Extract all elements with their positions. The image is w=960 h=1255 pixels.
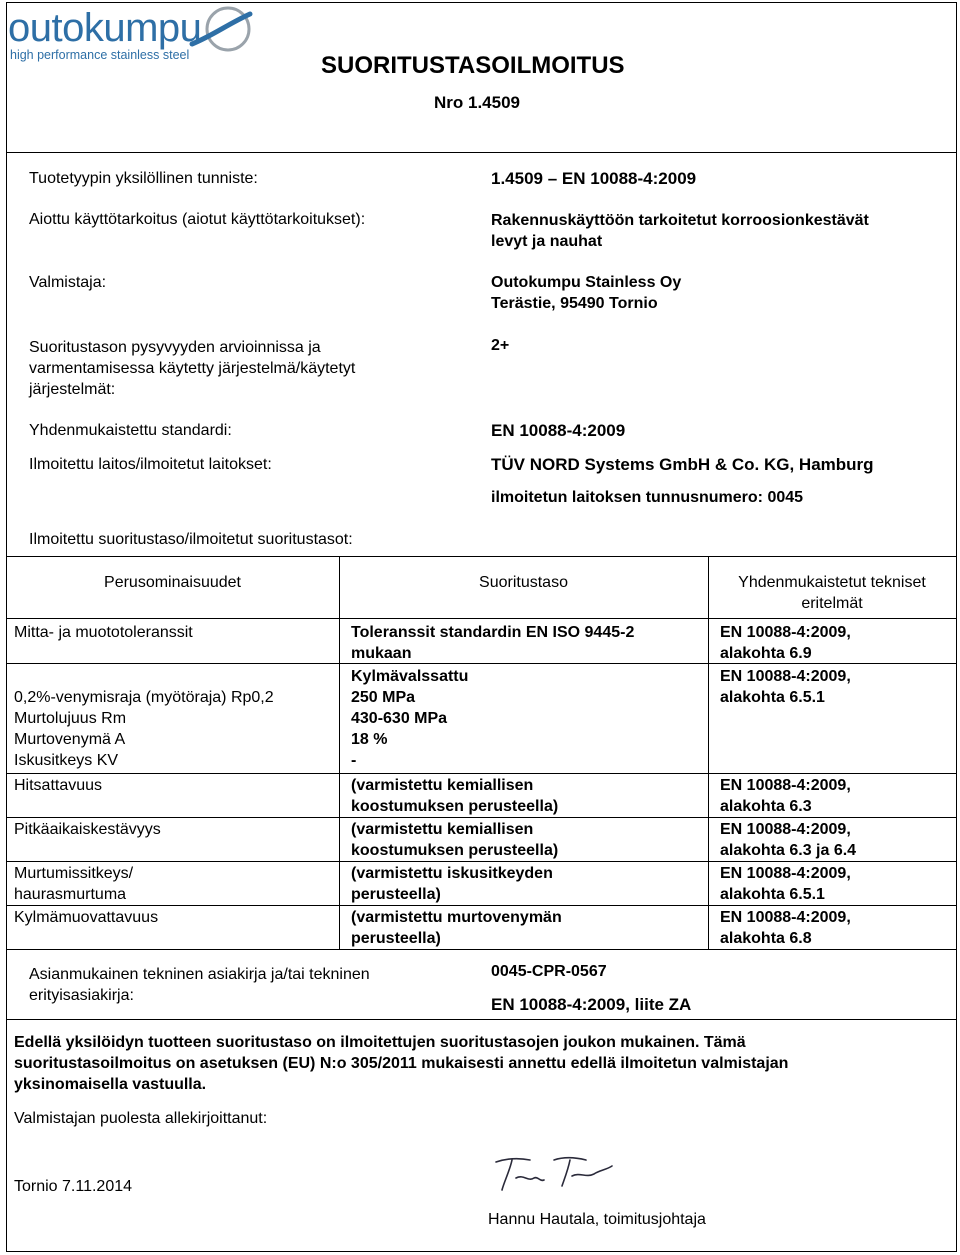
cell-line: EN 10088-4:2009, xyxy=(720,777,851,794)
table-row-border xyxy=(6,905,957,906)
declared-performance-label: Ilmoitettu suoritustaso/ilmoitetut suoritustasot: xyxy=(29,531,353,548)
cell-line: perusteella) xyxy=(351,930,441,947)
cell-line: 430-630 MPa xyxy=(351,710,448,727)
system-label-line: Suoritustason pysyvyyden arvioinnissa ja xyxy=(29,339,321,356)
system-label-line: varmentamisessa käytetty järjestelmä/käytetyt xyxy=(29,360,356,377)
signer-name: Hannu Hautala, toimitusjohtaja xyxy=(488,1211,706,1228)
document-number: Nro 1.4509 xyxy=(434,93,520,112)
table-header-characteristics: Perusominaisuudet xyxy=(104,574,241,591)
table-cell-performance xyxy=(351,666,468,771)
cell-line: EN 10088-4:2009, xyxy=(720,909,851,926)
table-cell-characteristic xyxy=(14,863,133,905)
intended-use-value xyxy=(491,210,869,252)
manufacturer-label: Valmistaja: xyxy=(29,274,107,291)
signed-by-label: Valmistajan puolesta allekirjoittanut: xyxy=(14,1110,268,1127)
product-id-value: 1.4509 – EN 10088-4:2009 xyxy=(491,169,697,188)
cell-line: 250 MPa xyxy=(351,689,416,706)
document-title: SUORITUSTASOILMOITUS xyxy=(321,52,625,79)
technical-doc-label-line: erityisasiakirja: xyxy=(29,987,134,1004)
cell-line: Pitkäaikaiskestävyys xyxy=(14,821,161,838)
manufacturer-address: Terästie, 95490 Tornio xyxy=(491,295,658,312)
logo-swoosh-icon xyxy=(184,6,256,52)
table-cell-characteristic xyxy=(14,622,193,643)
notified-body-value: TÜV NORD Systems GmbH & Co. KG, Hamburg xyxy=(491,455,874,474)
intended-use-line: Rakennuskäyttöön tarkoitetut korroosionkestävät xyxy=(491,212,869,229)
statement-line: suoritustasoilmoitus on asetuksen (EU) N:o 305/2011 mukaisesti annettu edellä ilmoitetun valmistajan xyxy=(14,1055,789,1072)
table-cell-specification xyxy=(720,907,851,949)
cell-line: alakohta 6.3 xyxy=(720,798,812,815)
table-cell-specification xyxy=(720,819,856,861)
table-top-border xyxy=(6,556,957,557)
statement-divider xyxy=(6,1019,957,1020)
statement-line: yksinomaisella vastuulla. xyxy=(14,1076,207,1093)
cell-line: EN 10088-4:2009, xyxy=(720,821,851,838)
cell-line: 18 % xyxy=(351,731,388,748)
manufacturer-name: Outokumpu Stainless Oy xyxy=(491,274,682,291)
logo-tagline: high performance stainless steel xyxy=(10,48,190,62)
table-header-border xyxy=(6,618,957,619)
cell-line: alakohta 6.5.1 xyxy=(720,886,825,903)
cell-line: Iskusitkeys KV xyxy=(14,752,119,769)
table-row-border xyxy=(6,817,957,818)
conformity-statement xyxy=(14,1032,788,1095)
table-cell-performance xyxy=(351,819,558,861)
cell-line: koostumuksen perusteella) xyxy=(351,798,559,815)
statement-line: Edellä yksilöidyn tuotteen suoritustaso on ilmoitettujen suoritustasojen joukon mukainen. Tämä xyxy=(14,1034,746,1051)
technical-doc-value: 0045-CPR-0567 xyxy=(491,963,607,980)
cell-line: Murtumissitkeys/ xyxy=(14,865,134,882)
notified-body-number: ilmoitetun laitoksen tunnusnumero: 0045 xyxy=(491,489,804,506)
cell-line: 0,2%-venymisraja (myötöraja) Rp0,2 xyxy=(14,689,274,706)
cell-line: (varmistettu kemiallisen xyxy=(351,777,534,794)
cell-line: - xyxy=(351,752,357,769)
technical-doc-annex: EN 10088-4:2009, liite ZA xyxy=(491,995,692,1014)
intended-use-label: Aiottu käyttötarkoitus (aiotut käyttötarkoitukset): xyxy=(29,211,366,228)
standard-value: EN 10088-4:2009 xyxy=(491,421,626,440)
table-cell-performance xyxy=(351,775,558,817)
cell-line: alakohta 6.8 xyxy=(720,930,812,947)
system-label-line: järjestelmät: xyxy=(29,381,116,398)
cell-line: Hitsattavuus xyxy=(14,777,103,794)
table-row-border xyxy=(6,861,957,862)
cell-line xyxy=(14,666,274,687)
table-cell-performance xyxy=(351,863,553,905)
cell-line: EN 10088-4:2009, xyxy=(720,624,851,641)
technical-doc-label-line: Asianmukainen tekninen asiakirja ja/tai tekninen xyxy=(29,966,370,983)
system-label xyxy=(29,337,355,400)
cell-line: (varmistettu murtovenymän xyxy=(351,909,562,926)
product-id-label: Tuotetyypin yksilöllinen tunniste: xyxy=(29,170,258,187)
cell-line: koostumuksen perusteella) xyxy=(351,842,559,859)
cell-line: (varmistettu iskusitkeyden xyxy=(351,865,553,882)
table-col-divider-2 xyxy=(708,556,709,949)
header-divider xyxy=(6,152,957,153)
table-cell-characteristic xyxy=(14,819,161,840)
notified-body-label: Ilmoitettu laitos/ilmoitetut laitokset: xyxy=(29,456,272,473)
cell-line: Murtovenymä A xyxy=(14,731,126,748)
table-col-divider-1 xyxy=(339,556,340,949)
cell-line: mukaan xyxy=(351,645,412,662)
table-cell-specification xyxy=(720,775,851,817)
company-logo xyxy=(8,4,268,64)
cell-line: haurasmurtuma xyxy=(14,886,127,903)
standard-label: Yhdenmukaistettu standardi: xyxy=(29,422,232,439)
logo-wordmark: outokumpu xyxy=(8,6,202,50)
cell-line: EN 10088-4:2009, xyxy=(720,668,851,685)
table-cell-characteristic xyxy=(14,907,158,928)
table-cell-specification xyxy=(720,863,851,905)
cell-line: Murtolujuus Rm xyxy=(14,710,127,727)
cell-line: Toleranssit standardin EN ISO 9445-2 xyxy=(351,624,635,641)
table-cell-characteristic xyxy=(14,775,102,796)
table-cell-specification xyxy=(720,666,851,708)
handwritten-signature xyxy=(490,1148,620,1198)
manufacturer-value xyxy=(491,272,681,314)
cell-line: Kylmävalssattu xyxy=(351,668,469,685)
system-value: 2+ xyxy=(491,337,510,354)
technical-doc-label xyxy=(29,964,370,1006)
cell-line: alakohta 6.9 xyxy=(720,645,812,662)
cell-line: (varmistettu kemiallisen xyxy=(351,821,534,838)
table-header-specifications: Yhdenmukaistetut tekniset eritelmät xyxy=(738,574,926,612)
cell-line: Mitta- ja muototoleranssit xyxy=(14,624,193,641)
cell-line: EN 10088-4:2009, xyxy=(720,865,851,882)
cell-line: perusteella) xyxy=(351,886,441,903)
table-row-border xyxy=(6,773,957,774)
cell-line: alakohta 6.3 ja 6.4 xyxy=(720,842,857,859)
table-header-performance: Suoritustaso xyxy=(479,574,568,591)
place-date: Tornio 7.11.2014 xyxy=(14,1178,133,1195)
table-bottom-border xyxy=(6,949,957,950)
cell-line: Kylmämuovattavuus xyxy=(14,909,159,926)
table-cell-performance xyxy=(351,622,634,664)
table-cell-specification xyxy=(720,622,851,664)
table-cell-performance xyxy=(351,907,562,949)
table-cell-characteristic xyxy=(14,666,274,771)
cell-line: alakohta 6.5.1 xyxy=(720,689,825,706)
intended-use-line: levyt ja nauhat xyxy=(491,233,603,250)
